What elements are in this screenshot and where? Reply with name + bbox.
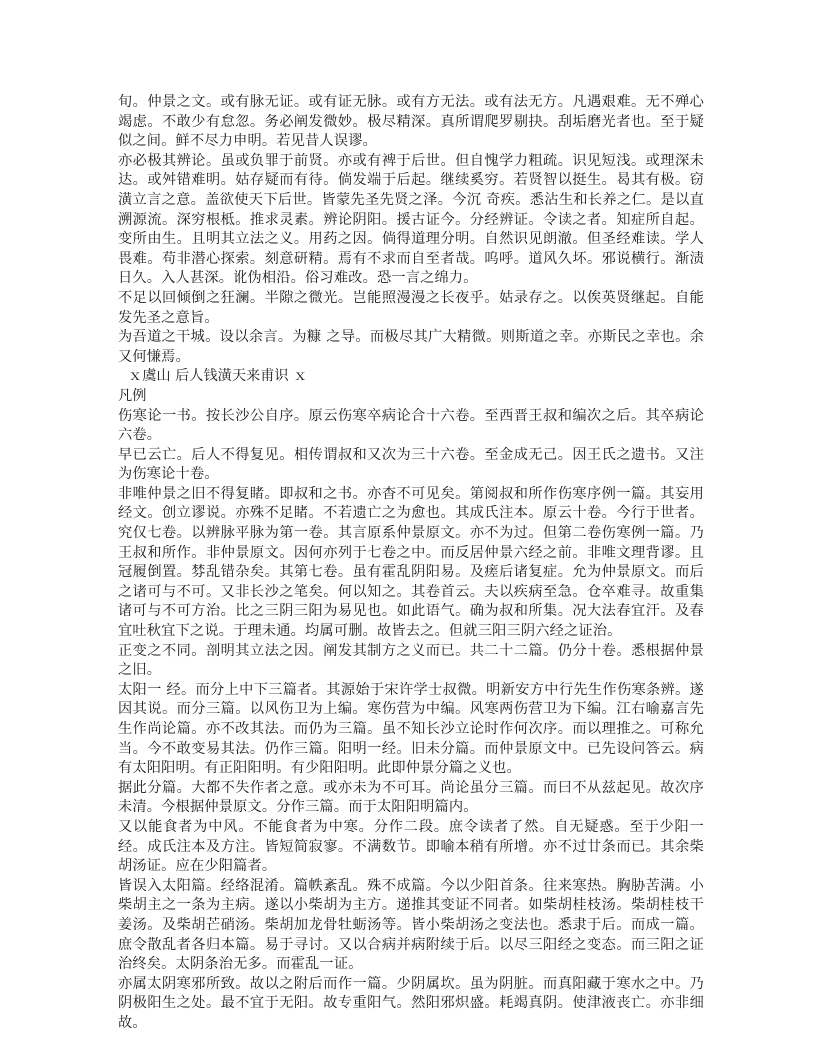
body-paragraph-2: 早已云亡。后人不得复见。相传谓叔和又次为三十六卷。至金成无己。因王氏之遗书。又注为伤寒论十卷。 [118,446,704,483]
preface-paragraph-1: 旬。仲景之文。或有脉无证。或有证无脉。或有方无法。或有法无方。凡遇艰难。无不殚心竭虑。不敢少有怠忽。务必阐发微妙。极尽精深。真所谓爬罗剔抉。刮垢磨光者也。至于疑似之间。鲜不尽力申明。若见昔人误谬。 [118,94,704,150]
body-paragraph-7: 又以能食者为中风。不能食者为中寒。分作二段。庶令读者了然。自无疑惑。至于少阳一经。成氏注本及方注。皆短简寂寥。不满数节。即喻本稍有所增。亦不过廿条而已。其余柴胡汤证。应在少阳篇者。 [118,818,704,875]
section-title: 凡例 [118,387,147,404]
body-paragraph-8: 皆误入太阳篇。经络混淆。篇帙紊乱。殊不成篇。今以少阳首条。往来寒热。胸胁苦满。小柴胡主之一条为主病。遂以小柴胡为主方。递推其变证不同者。如柴胡桂枝汤。柴胡桂枝干姜汤。及柴胡芒硝汤。柴胡加龙骨牡蛎汤等。皆小柴胡汤之变法也。悉隶于后。而成一篇。庶令散乱者各归本篇。易于寻讨。又以合病并病附续于后。以尽三阳经之变态。而三阳之证治终矣。太阴条治无多。而霍乱一证。 [118,877,704,973]
body-paragraph-9: 亦属太阴寒邪所致。故以之附后而作一篇。少阴属坎。虽为阴脏。而真阳藏于寒水之中。乃阴极阳生之处。最不宜于无阳。故专重阳气。然阳邪炽盛。耗竭真阴。使津液丧亡。亦非细故。 [118,975,704,1031]
preface-paragraph-3: 不足以回倾倒之狂澜。半隙之微光。岂能照漫漫之长夜乎。姑录存之。以俟英贤继起。自能发先圣之意旨。 [118,289,704,326]
preface-paragraph-4: 为吾道之干城。设以余言。为糠 之导。而极尽其广大精微。则斯道之幸。亦斯民之幸也。余又何慊焉。 [118,329,704,365]
body-paragraph-6: 据此分篇。大都不失作者之意。或亦未为不可耳。尚论虽分三篇。而曰不从兹起见。故次序未清。今根据仲景原文。分作三篇。而于太阳阳明篇内。 [118,779,704,816]
body-paragraph-3: 非唯仲景之旧不得复睹。即叔和之书。亦杳不可见矣。第阅叔和所作伤寒序例一篇。其妄用经文。创立谬说。亦殊不足睹。不若遗亡之为愈也。其成氏注本。原云十卷。今行于世者。究仅七卷。以辨脉平脉为第一卷。其言原系仲景原文。亦不为过。但第二卷伤寒例一篇。乃王叔和所作。非仲景原文。因何亦列于七卷之中。而反居仲景六经之前。非唯文理背谬。且冠履倒置。棼乱错杂矣。其第七卷。虽有霍乱阴阳易。及瘥后诸复症。允为仲景原文。而后之诸可与不可。又非长沙之笔矣。何以知之。其卷首云。夫以疾病至急。仓卒难寻。故重集诸可与不可方治。比之三阴三阳为易见也。如此语气。确为叔和所集。况大法春宜汗。及春宜吐秋宜下之说。于理未通。均属可删。故皆去之。但就三阳三阴六经之证治。 [118,485,704,640]
preface-paragraph-2: 亦必极其辨论。虽或负罪于前贤。亦或有裨于后世。但自愧学力粗疏。识见短浅。或理深未达。或舛错难明。姑存疑而有待。倘发端于后起。继续奚穷。若贤智以挺生。曷其有极。窃潢立言之意。盖欲使天下后世。皆蒙先圣先贤之泽。今沉 奇疾。悉沾生和长养之仁。是以直溯源流。深穷根柢。推求灵素。辨论阴阳。援古证今。分经辨证。令读之者。知症所自起。变所由生。且明其立法之义。用药之因。倘得道理分明。自然识见朗澈。但圣经难读。学人畏难。苟非潜心探索。刻意研精。焉有不求而自至者哉。呜呼。道风久坏。邪说横行。渐渍日久。入人甚深。讹伪相沿。俗习难改。恐一言之绵力。 [118,152,704,287]
body-paragraph-5: 太阳一 经。而分上中下三篇者。其源始于宋许学士叔微。明新安方中行先生作伤寒条辨。遂因其说。而分三篇。以风伤卫为上编。寒伤营为中编。风寒两伤营卫为下编。江右喻嘉言先生作尚论篇。亦不改其法。而仍为三篇。虽不知长沙立论时作何次序。而以理推之。可称允当。今不敢变易其法。仍作三篇。阳明一经。旧未分篇。而仲景原文中。已先设问答云。病有太阳阳明。有正阳阳明。有少阳阳明。此即仲景分篇之义也。 [118,681,704,777]
body-paragraph-4: 正变之不同。剖明其立法之因。阐发其制方之义而已。共二十二篇。仍分十卷。悉根据仲景之旧。 [118,642,704,679]
document-page [118,93,704,1034]
body-paragraph-1: 伤寒论一书。按长沙公自序。原云伤寒卒病论合十六卷。至西晋王叔和编次之后。其卒病论六卷。 [118,407,704,444]
author-credit: ｘ虞山 后人钱潢天来甫识 ｘ [128,368,308,385]
